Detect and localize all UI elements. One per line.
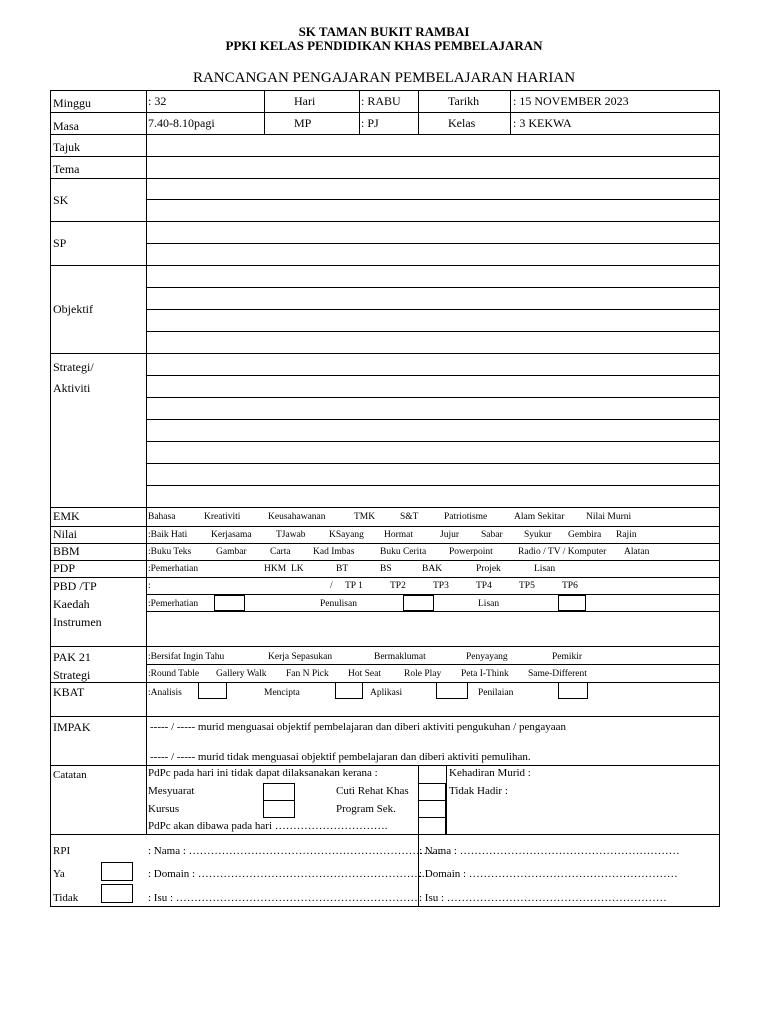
rpi-isu-1[interactable]: : Isu : ………………………………………………………… xyxy=(148,892,418,904)
penilaian-checkbox[interactable] xyxy=(558,682,588,699)
tp-item[interactable]: TP3 xyxy=(433,581,449,591)
nilai-item[interactable]: Hormat xyxy=(384,530,414,540)
pak21-label: PAK 21 xyxy=(53,650,91,664)
row-divider xyxy=(50,134,720,135)
pak21-strategy-item[interactable]: Same-Different xyxy=(528,669,587,679)
emk-item[interactable]: Kreativiti xyxy=(204,512,241,522)
pak21-strategy-item[interactable]: Fan N Pick xyxy=(286,669,329,679)
pak21-item[interactable]: Bermaklumat xyxy=(374,652,426,662)
nilai-label: Nilai xyxy=(53,527,77,541)
tp-item[interactable]: TP5 xyxy=(519,581,535,591)
masa-label: Masa xyxy=(53,119,79,133)
rpi-nama-2[interactable]: : Nama : …………………………………………………… xyxy=(419,845,680,857)
mp-value[interactable]: : PJ xyxy=(361,116,379,130)
catatan-reason: PdPc pada hari ini tidak dapat dilaksanakan kerana : xyxy=(148,767,378,779)
pemerhatian-checkbox[interactable] xyxy=(214,595,245,611)
pdp-item[interactable]: HKM xyxy=(264,564,287,574)
row-divider xyxy=(50,716,720,717)
nilai-item[interactable]: Kerjasama xyxy=(211,530,252,540)
row-divider xyxy=(50,834,720,835)
bbm-item[interactable]: Alatan xyxy=(624,547,650,557)
emk-item[interactable]: Patriotisme xyxy=(444,512,488,522)
bbm-item[interactable]: Powerpoint xyxy=(449,547,493,557)
lisan-checkbox[interactable] xyxy=(558,595,586,611)
pdp-label: PDP xyxy=(53,561,76,575)
pbd-label: PBD /TP xyxy=(53,579,97,593)
sp-label: SP xyxy=(53,236,67,250)
page-title: RANCANGAN PENGAJARAN PEMBELAJARAN HARIAN xyxy=(192,70,576,86)
tidak-checkbox[interactable] xyxy=(101,884,133,903)
pdp-item[interactable]: Projek xyxy=(476,564,501,574)
emk-item[interactable]: TMK xyxy=(354,512,376,522)
tema-label: Tema xyxy=(53,162,80,176)
school-name: SK TAMAN BUKIT RAMBAI xyxy=(298,24,470,39)
nilai-item[interactable]: TJawab xyxy=(276,530,306,540)
column-divider xyxy=(446,765,447,834)
sk-label: SK xyxy=(53,193,69,207)
pdp-item[interactable]: LK xyxy=(291,564,304,574)
column-divider xyxy=(264,90,265,134)
kbat-item: :Analisis xyxy=(148,688,182,698)
column-divider xyxy=(359,90,360,134)
extra-checkbox[interactable] xyxy=(418,817,446,835)
bbm-item[interactable]: :Buku Teks xyxy=(148,547,192,557)
impak-line-1: ----- / ----- murid menguasai objektif pembelajaran dan diberi aktiviti pengukuhan / pengayaan xyxy=(150,721,567,733)
program-checkbox[interactable] xyxy=(418,800,446,818)
row-divider xyxy=(50,682,720,683)
kursus-checkbox[interactable] xyxy=(263,800,295,818)
program-name: PPKI KELAS PENDIDIKAN KHAS PEMBELAJARAN xyxy=(225,38,543,53)
ya-label: Ya xyxy=(53,868,65,880)
objektif-label: Objektif xyxy=(53,302,93,316)
row-divider xyxy=(50,560,720,561)
sub-line xyxy=(146,287,720,288)
kbat-label: KBAT xyxy=(53,685,85,699)
emk-item[interactable]: Alam Sekitar xyxy=(514,512,565,522)
penulisan-checkbox[interactable] xyxy=(403,595,434,611)
nilai-item[interactable]: Jujur xyxy=(440,530,459,540)
row-divider xyxy=(50,543,720,544)
sub-line xyxy=(146,397,720,398)
row-divider xyxy=(50,178,720,179)
emk-item[interactable]: S&T xyxy=(400,512,419,522)
sub-line xyxy=(146,611,720,612)
minggu-value[interactable]: : 32 xyxy=(148,94,167,108)
sub-line xyxy=(146,331,720,332)
emk-item[interactable]: Nilai Murni xyxy=(586,512,632,522)
analisis-checkbox[interactable] xyxy=(198,682,227,699)
kaedah-item: Lisan xyxy=(478,599,500,609)
bbm-item[interactable]: Buku Cerita xyxy=(380,547,427,557)
pbd-slash: / xyxy=(330,581,333,591)
pak21-item[interactable]: Kerja Sepasukan xyxy=(268,652,333,662)
bbm-item[interactable]: Radio / TV / Komputer xyxy=(518,547,607,557)
pak21-strategy-item[interactable]: Hot Seat xyxy=(348,669,381,679)
cuti-checkbox[interactable] xyxy=(418,783,446,801)
pdp-item[interactable]: :Pemerhatian xyxy=(148,564,199,574)
pak21-strategy-item[interactable]: :Round Table xyxy=(148,669,200,679)
kelas-label: Kelas xyxy=(448,116,476,130)
nilai-item[interactable]: Gembira xyxy=(568,530,602,540)
nilai-item[interactable]: :Baik Hati xyxy=(148,530,188,540)
pak21-item[interactable]: Penyayang xyxy=(466,652,508,662)
kbat-item: Aplikasi xyxy=(370,688,403,698)
kbat-item: Penilaian xyxy=(478,688,514,698)
pak21-strategy-item[interactable]: Peta I-Think xyxy=(461,669,509,679)
sub-line xyxy=(146,419,720,420)
pak21-strategi-label: Strategi xyxy=(53,668,91,682)
rpi-domain-1[interactable]: : Domain : ……………………………………………………… xyxy=(148,868,429,880)
row-divider xyxy=(50,221,720,222)
kursus-label: Kursus xyxy=(148,803,180,815)
pak21-item[interactable]: :Bersifat Ingin Tahu xyxy=(148,652,225,662)
rpi-isu-2[interactable]: : Isu : …………………………………………………… xyxy=(419,892,667,904)
row-divider xyxy=(50,765,720,766)
tarikh-value[interactable]: : 15 NOVEMBER 2023 xyxy=(513,94,629,108)
strategi-label: Strategi/ xyxy=(53,360,94,374)
row-divider xyxy=(50,507,720,508)
sub-line xyxy=(146,485,720,486)
impak-line-2: ----- / ----- murid tidak menguasai objektif pembelajaran dan diberi aktiviti pemulihan. xyxy=(150,751,531,763)
mp-label: MP xyxy=(294,116,312,130)
minggu-label: Minggu xyxy=(53,96,92,110)
aktiviti-label: Aktiviti xyxy=(53,381,91,395)
bbm-item[interactable]: Gambar xyxy=(216,547,247,557)
tp-item[interactable]: TP4 xyxy=(476,581,492,591)
sub-line xyxy=(146,375,720,376)
catatan-label: Catatan xyxy=(53,769,87,781)
sub-line xyxy=(146,309,720,310)
dibawa-text: PdPc akan dibawa pada hari …………………………. xyxy=(148,820,388,832)
sub-line xyxy=(146,243,720,244)
row-divider xyxy=(50,265,720,266)
kaedah-item: Penulisan xyxy=(320,599,357,609)
instrumen-label: Instrumen xyxy=(53,615,102,629)
sub-line xyxy=(146,664,720,665)
sub-line xyxy=(146,441,720,442)
emk-item[interactable]: Keusahawanan xyxy=(268,512,326,522)
column-divider xyxy=(146,90,147,834)
sub-line xyxy=(146,463,720,464)
row-divider xyxy=(50,646,720,647)
bbm-item[interactable]: Kad Imbas xyxy=(313,547,355,557)
kehadiran-label: Kehadiran Murid : xyxy=(449,767,531,779)
tp-item[interactable]: TP 1 xyxy=(345,581,363,591)
nilai-item[interactable]: Rajin xyxy=(616,530,637,540)
rpi-label: RPI xyxy=(53,845,71,857)
pdp-item[interactable]: BT xyxy=(336,564,349,574)
nilai-item[interactable]: Syukur xyxy=(524,530,552,540)
column-divider xyxy=(510,90,511,134)
mencipta-checkbox[interactable] xyxy=(335,682,363,699)
bbm-item[interactable]: Carta xyxy=(270,547,291,557)
sub-line xyxy=(146,199,720,200)
emk-label: EMK xyxy=(53,509,80,523)
hari-value[interactable]: : RABU xyxy=(361,94,401,108)
tidak-hadir-label: Tidak Hadir : xyxy=(449,785,508,797)
row-divider xyxy=(50,577,720,578)
tajuk-label: Tajuk xyxy=(53,140,81,154)
nilai-item[interactable]: KSayang xyxy=(329,530,364,540)
aplikasi-checkbox[interactable] xyxy=(436,682,468,699)
mesyuarat-label: Mesyuarat xyxy=(148,785,195,797)
column-divider xyxy=(418,90,419,134)
tp-item[interactable]: TP2 xyxy=(390,581,406,591)
pak21-strategy-item[interactable]: Gallery Walk xyxy=(216,669,267,679)
pdp-item[interactable]: BS xyxy=(380,564,392,574)
pak21-item[interactable]: Pemikir xyxy=(552,652,583,662)
impak-label: IMPAK xyxy=(53,720,91,734)
kelas-value[interactable]: : 3 KEKWA xyxy=(513,116,572,130)
pak21-strategy-item[interactable]: Role Play xyxy=(404,669,442,679)
emk-item[interactable]: Bahasa xyxy=(148,512,176,522)
hari-label: Hari xyxy=(294,94,316,108)
masa-value[interactable]: 7.40-8.10pagi xyxy=(148,116,215,130)
row-divider xyxy=(50,156,720,157)
row-divider xyxy=(50,353,720,354)
pdp-item[interactable]: BAK xyxy=(422,564,443,574)
program-label: Program Sek. xyxy=(336,803,396,815)
tidak-label: Tidak xyxy=(53,892,79,904)
mesyuarat-checkbox[interactable] xyxy=(263,783,295,801)
rpi-domain-2[interactable]: : Domain : ………………………………………………… xyxy=(419,868,678,880)
kaedah-label: Kaedah xyxy=(53,597,90,611)
nilai-item[interactable]: Sabar xyxy=(481,530,503,540)
bbm-label: BBM xyxy=(53,544,80,558)
kbat-item: Mencipta xyxy=(264,688,300,698)
cuti-label: Cuti Rehat Khas xyxy=(336,785,409,797)
tarikh-label: Tarikh xyxy=(448,94,480,108)
ya-checkbox[interactable] xyxy=(101,862,133,881)
pdp-item[interactable]: Lisan xyxy=(534,564,556,574)
rpi-nama-1[interactable]: : Nama : …………………………………………………………… xyxy=(148,845,442,857)
kaedah-item: :Pemerhatian xyxy=(148,599,199,609)
row-divider xyxy=(50,526,720,527)
tp-item[interactable]: TP6 xyxy=(562,581,578,591)
pbd-colon: : xyxy=(148,581,151,591)
row-divider xyxy=(50,112,720,113)
